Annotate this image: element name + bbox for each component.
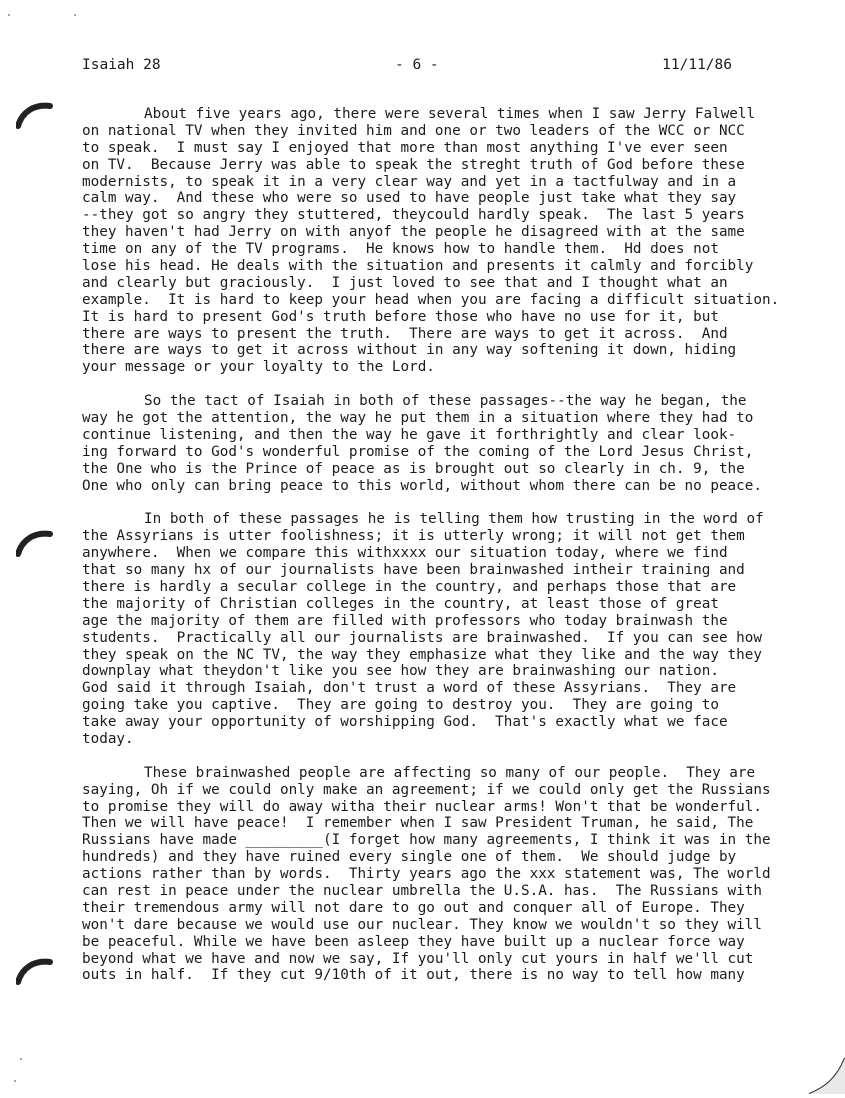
- text-line: time on any of the TV programs. He knows how to handle them. Hd does not: [82, 241, 719, 258]
- text-line: the majority of Christian colleges in the country, at least those of great: [82, 595, 719, 612]
- text-line: downplay what theydon't like you see how they are brainwashing our nation.: [82, 663, 719, 680]
- text-line: way he got the attention, the way he put them in a situation where they had to: [82, 410, 754, 427]
- text-line: One who only can bring peace to this world, without whom there can be no peace.: [82, 477, 762, 494]
- text-line: can rest in peace under the nuclear umbrella the U.S.A. has. The Russians with: [82, 882, 762, 899]
- speck-mark: [74, 14, 76, 16]
- text-line: on national TV when they invited him and one or two leaders of the WCC or NCC: [82, 122, 745, 139]
- text-line: and clearly but graciously. I just loved to see that and I thought what an: [82, 274, 728, 291]
- text-line: going take you captive. They are going to destroy you. They are going to: [82, 697, 719, 714]
- text-line: example. It is hard to keep your head when you are facing a difficult situation.: [82, 291, 780, 308]
- text-line: there is hardly a secular college in the country, and perhaps those that are: [82, 578, 737, 595]
- speck-mark: [20, 1058, 22, 1060]
- text-line: beyond what we have and now we say, If you'll only cut yours in half we'll cut: [82, 950, 754, 967]
- text-line: the Assyrians is utter foolishness; it is utterly wrong; it will not get them: [82, 528, 745, 545]
- text-line: that so many hx of our journalists have been brainwashed intheir training and: [82, 562, 745, 579]
- text-line: hundreds) and they have ruined every single one of them. We should judge by: [82, 849, 737, 866]
- text-line-content: So the tact of Isaiah in both of these passages--the way he began, the: [144, 393, 747, 410]
- paragraph: [82, 393, 782, 494]
- text-line: God said it through Isaiah, don't trust a word of these Assyrians. They are: [82, 680, 737, 697]
- text-line: they speak on the NC TV, the way they emphasize what they like and the way they: [82, 646, 762, 663]
- text-line: won't dare because we would use our nuclear. They know we wouldn't so they will: [82, 916, 762, 933]
- text-line: saying, Oh if we could only make an agreement; if we could only get the Russians: [82, 781, 771, 798]
- binder-hole-middle: [16, 528, 54, 558]
- text-line: there are ways to get it across without in any way softening it down, hiding: [82, 342, 737, 359]
- text-line: they haven't had Jerry on with anyof the people he disagreed with at the same: [82, 224, 745, 241]
- text-line: students. Practically all our journalists are brainwashed. If you can see how: [82, 629, 762, 646]
- text-line: today.: [82, 730, 134, 747]
- header-title: Isaiah 28: [82, 57, 161, 73]
- binder-hole-top: [16, 100, 54, 130]
- text-line: [82, 393, 782, 410]
- text-line: modernists, to speak it in a very clear way and yet in a tactfulway and in a: [82, 173, 737, 190]
- speck-mark: [8, 14, 10, 16]
- text-line: on TV. Because Jerry was able to speak the streght truth of God before these: [82, 156, 745, 173]
- text-line: continue listening, and then the way he gave it forthrightly and clear look-: [82, 426, 737, 443]
- text-line: calm way. And these who were so used to have people just take what they say: [82, 190, 737, 207]
- speck-mark: [14, 1080, 16, 1082]
- text-line: your message or your loyalty to the Lord.: [82, 359, 435, 376]
- document-body: [82, 106, 782, 1001]
- text-line-content: In both of these passages he is telling them how trusting in the word of: [144, 511, 764, 528]
- text-line: outs in half. If they cut 9/10th of it out, there is no way to tell how many: [82, 967, 745, 984]
- text-line: [82, 106, 782, 123]
- text-line: to speak. I must say I enjoyed that more than most anything I've ever seen: [82, 139, 728, 156]
- text-line: ing forward to God's wonderful promise of the coming of the Lord Jesus Christ,: [82, 443, 754, 460]
- paragraph: [82, 106, 782, 376]
- text-line: age the majority of them are filled with professors who today brainwash the: [82, 612, 728, 629]
- text-line: to promise they will do away witha their nuclear arms! Won't that be wonderful.: [82, 798, 762, 815]
- text-line: their tremendous army will not dare to go out and conquer all of Europe. They: [82, 899, 745, 916]
- header-date: 11/11/86: [662, 57, 732, 73]
- text-line: Russians have made _________(I forget how many agreements, I think it was in the: [82, 832, 771, 849]
- text-line: Then we will have peace! I remember when I saw President Truman, he said, The: [82, 815, 754, 832]
- text-line: lose his head. He deals with the situation and presents it calmly and forcibly: [82, 258, 754, 275]
- paragraph: [82, 765, 782, 985]
- text-line: anywhere. When we compare this withxxxx our situation today, where we find: [82, 545, 728, 562]
- page-number: - 6 -: [395, 57, 439, 73]
- text-line: actions rather than by words. Thirty years ago the xxx statement was, The world: [82, 866, 771, 883]
- text-line-content: These brainwashed people are affecting so many of our people. They are: [144, 764, 756, 781]
- paragraph: [82, 511, 782, 747]
- text-line: the One who is the Prince of peace as is brought out so clearly in ch. 9, the: [82, 460, 745, 477]
- text-line: It is hard to present God's truth before those who have no use for it, but: [82, 308, 719, 325]
- text-line: there are ways to present the truth. There are ways to get it across. And: [82, 325, 728, 342]
- page-corner-mark: [805, 1054, 845, 1094]
- text-line-content: About five years ago, there were several times when I saw Jerry Falwell: [144, 106, 756, 122]
- binder-hole-bottom: [16, 956, 54, 986]
- text-line: take away your opportunity of worshipping God. That's exactly what we face: [82, 714, 728, 731]
- text-line: be peaceful. While we have been asleep they have built up a nuclear force way: [82, 933, 745, 950]
- text-line: [82, 765, 782, 782]
- text-line: --they got so angry they stuttered, theycould hardly speak. The last 5 years: [82, 207, 745, 224]
- page-header: [82, 54, 732, 76]
- text-line: [82, 511, 782, 528]
